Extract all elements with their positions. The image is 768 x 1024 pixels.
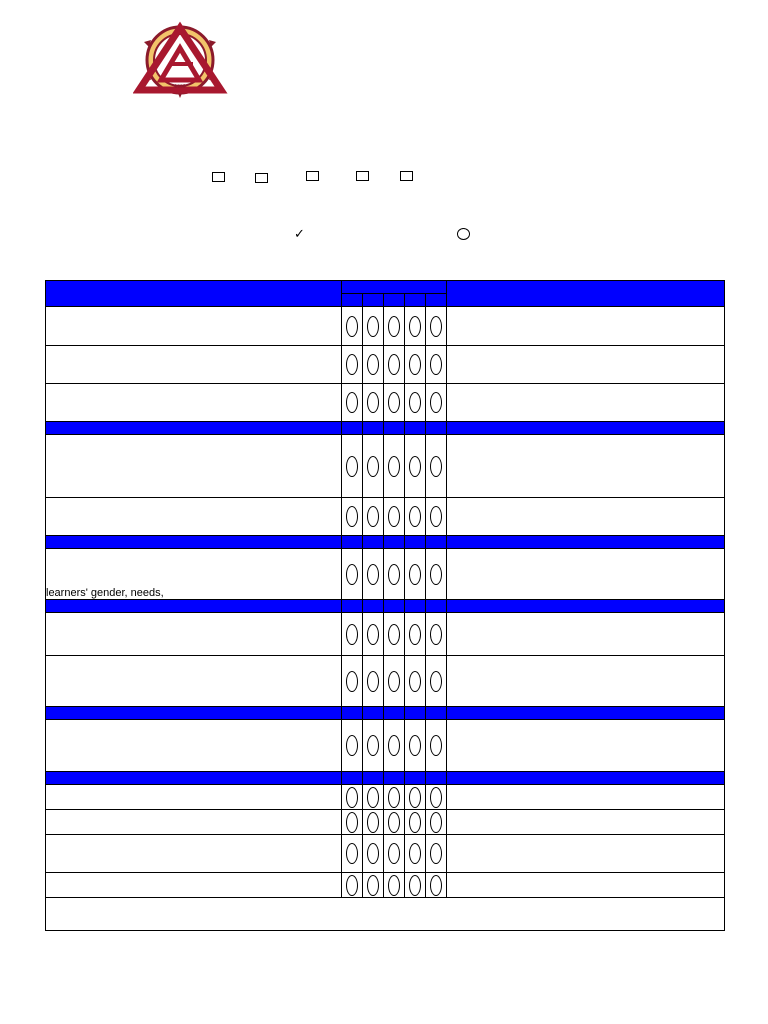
rating-oval-3[interactable] bbox=[388, 843, 400, 864]
rating-header-cell bbox=[342, 281, 447, 294]
checkbox-5[interactable] bbox=[400, 171, 413, 181]
rating-cell bbox=[363, 384, 384, 422]
rating-cell bbox=[384, 346, 405, 384]
table-header-row bbox=[46, 281, 725, 294]
criterion-row bbox=[46, 613, 725, 656]
rating-cell bbox=[426, 810, 447, 835]
rating-cell bbox=[405, 613, 426, 656]
criterion-text bbox=[46, 346, 342, 384]
section-header-cell bbox=[426, 772, 447, 785]
rating-oval-4[interactable] bbox=[409, 564, 421, 585]
rating-cell bbox=[384, 435, 405, 498]
rating-cell bbox=[405, 384, 426, 422]
rating-cell bbox=[363, 873, 384, 898]
rating-oval-3[interactable] bbox=[388, 316, 400, 337]
rating-oval-4[interactable] bbox=[409, 506, 421, 527]
checkbox-2[interactable] bbox=[255, 173, 268, 183]
rating-cell bbox=[384, 810, 405, 835]
rating-cell bbox=[363, 835, 384, 873]
institution-logo bbox=[133, 20, 228, 98]
section-header-cell bbox=[363, 422, 384, 435]
rating-cell bbox=[384, 613, 405, 656]
rating-cell bbox=[363, 435, 384, 498]
rating-cell bbox=[384, 498, 405, 536]
section-header-cell bbox=[46, 707, 342, 720]
rating-oval-3[interactable] bbox=[388, 506, 400, 527]
section-header-row bbox=[46, 707, 725, 720]
comments-cell[interactable] bbox=[46, 898, 725, 931]
rating-oval-2[interactable] bbox=[367, 506, 379, 527]
criterion-row bbox=[46, 307, 725, 346]
rating-cell bbox=[405, 435, 426, 498]
rating-oval-2[interactable] bbox=[367, 456, 379, 477]
section-header-row bbox=[46, 600, 725, 613]
rating-cell bbox=[405, 346, 426, 384]
rating-cell bbox=[384, 656, 405, 707]
rating-oval-2[interactable] bbox=[367, 624, 379, 645]
remarks-cell[interactable] bbox=[447, 810, 725, 835]
section-header-cell bbox=[342, 536, 363, 549]
criterion-text bbox=[46, 307, 342, 346]
rating-oval-5[interactable] bbox=[430, 812, 442, 833]
remarks-cell[interactable] bbox=[447, 785, 725, 810]
criterion-text bbox=[46, 810, 342, 835]
section-header-cell bbox=[384, 422, 405, 435]
rating-cell bbox=[342, 613, 363, 656]
section-header-cell bbox=[447, 772, 725, 785]
rating-oval-1[interactable] bbox=[346, 812, 358, 833]
rating-oval-2[interactable] bbox=[367, 564, 379, 585]
rating-cell bbox=[405, 307, 426, 346]
rating-oval-4[interactable] bbox=[409, 456, 421, 477]
rating-oval-5[interactable] bbox=[430, 392, 442, 413]
section-header-cell bbox=[363, 707, 384, 720]
rating-cell bbox=[384, 549, 405, 600]
rating-oval-4[interactable] bbox=[409, 787, 421, 808]
rating-cell bbox=[342, 785, 363, 810]
rating-oval-1[interactable] bbox=[346, 671, 358, 692]
rating-oval-1[interactable] bbox=[346, 735, 358, 756]
rating-cell bbox=[363, 785, 384, 810]
rating-cell bbox=[342, 307, 363, 346]
rating-oval-5[interactable] bbox=[430, 843, 442, 864]
remarks-cell[interactable] bbox=[447, 835, 725, 873]
rating-oval-3[interactable] bbox=[388, 624, 400, 645]
rating-cell bbox=[426, 307, 447, 346]
comments-row bbox=[46, 898, 725, 931]
section-header-row bbox=[46, 536, 725, 549]
rating-cell bbox=[384, 873, 405, 898]
criterion-row bbox=[46, 346, 725, 384]
criterion-text bbox=[46, 498, 342, 536]
section-header-cell bbox=[342, 422, 363, 435]
rating-oval-3[interactable] bbox=[388, 564, 400, 585]
section-header-cell bbox=[363, 536, 384, 549]
section-header-cell bbox=[363, 772, 384, 785]
rating-oval-3[interactable] bbox=[388, 787, 400, 808]
section-header-cell bbox=[384, 600, 405, 613]
remarks-cell[interactable] bbox=[447, 656, 725, 707]
section-header-cell bbox=[447, 536, 725, 549]
criterion-row bbox=[46, 435, 725, 498]
rating-oval-4[interactable] bbox=[409, 875, 421, 896]
rating-oval-2[interactable] bbox=[367, 812, 379, 833]
rating-col-2-header bbox=[363, 294, 384, 307]
rating-col-5-header bbox=[426, 294, 447, 307]
rating-cell bbox=[363, 346, 384, 384]
rating-col-3-header bbox=[384, 294, 405, 307]
remarks-cell[interactable] bbox=[447, 873, 725, 898]
rating-cell bbox=[426, 613, 447, 656]
rating-oval-2[interactable] bbox=[367, 316, 379, 337]
section-header-cell bbox=[46, 600, 342, 613]
rating-oval-5[interactable] bbox=[430, 624, 442, 645]
rating-cell bbox=[426, 498, 447, 536]
rating-cell bbox=[405, 810, 426, 835]
criterion-row bbox=[46, 785, 725, 810]
remarks-cell[interactable] bbox=[447, 549, 725, 600]
rating-cell bbox=[426, 346, 447, 384]
criterion-text bbox=[46, 720, 342, 772]
section-header-row bbox=[46, 422, 725, 435]
rating-oval-1[interactable] bbox=[346, 456, 358, 477]
section-header-cell bbox=[405, 422, 426, 435]
rating-oval-1[interactable] bbox=[346, 316, 358, 337]
section-header-cell bbox=[405, 772, 426, 785]
rating-oval-5[interactable] bbox=[430, 354, 442, 375]
section-header-cell bbox=[405, 600, 426, 613]
rating-cell bbox=[384, 835, 405, 873]
rating-cell bbox=[426, 656, 447, 707]
check-mark-icon: ✓ bbox=[294, 226, 305, 241]
rating-cell bbox=[384, 785, 405, 810]
rating-oval-1[interactable] bbox=[346, 564, 358, 585]
rating-cell bbox=[384, 307, 405, 346]
rating-cell bbox=[363, 549, 384, 600]
criterion-row bbox=[46, 720, 725, 772]
rating-cell bbox=[342, 346, 363, 384]
rating-cell bbox=[405, 549, 426, 600]
rating-oval-1[interactable] bbox=[346, 843, 358, 864]
section-header-cell bbox=[363, 600, 384, 613]
rating-cell bbox=[342, 656, 363, 707]
rating-oval-5[interactable] bbox=[430, 506, 442, 527]
rating-oval-2[interactable] bbox=[367, 735, 379, 756]
rating-cell bbox=[363, 656, 384, 707]
section-header-cell bbox=[46, 772, 342, 785]
rating-cell bbox=[426, 785, 447, 810]
criterion-row bbox=[46, 549, 725, 600]
section-header-cell bbox=[342, 707, 363, 720]
section-header-cell bbox=[384, 772, 405, 785]
rating-oval-3[interactable] bbox=[388, 875, 400, 896]
rating-cell bbox=[363, 307, 384, 346]
criterion-text bbox=[46, 613, 342, 656]
section-header-cell bbox=[447, 422, 725, 435]
criterion-text bbox=[46, 785, 342, 810]
rating-cell bbox=[405, 873, 426, 898]
rating-oval-5[interactable] bbox=[430, 564, 442, 585]
rating-cell bbox=[363, 613, 384, 656]
rating-cell bbox=[426, 873, 447, 898]
rating-oval-3[interactable] bbox=[388, 812, 400, 833]
rating-oval-2[interactable] bbox=[367, 671, 379, 692]
checkbox-3[interactable] bbox=[306, 171, 319, 181]
criterion-text bbox=[46, 435, 342, 498]
rating-oval-4[interactable] bbox=[409, 671, 421, 692]
criterion-text bbox=[46, 656, 342, 707]
rating-oval-4[interactable] bbox=[409, 624, 421, 645]
rating-oval-3[interactable] bbox=[388, 392, 400, 413]
section-header-cell bbox=[426, 600, 447, 613]
remarks-cell[interactable] bbox=[447, 307, 725, 346]
rating-col-4-header bbox=[405, 294, 426, 307]
rating-oval-5[interactable] bbox=[430, 316, 442, 337]
section-header-cell bbox=[405, 536, 426, 549]
rating-cell bbox=[363, 720, 384, 772]
evaluation-table bbox=[45, 280, 725, 931]
rating-oval-3[interactable] bbox=[388, 671, 400, 692]
section-header-cell bbox=[342, 600, 363, 613]
rating-cell bbox=[342, 498, 363, 536]
remarks-cell[interactable] bbox=[447, 498, 725, 536]
rating-oval-4[interactable] bbox=[409, 354, 421, 375]
rating-cell bbox=[426, 835, 447, 873]
criterion-text bbox=[46, 835, 342, 873]
rating-oval-5[interactable] bbox=[430, 671, 442, 692]
rating-col-1-header bbox=[342, 294, 363, 307]
remarks-header-cell bbox=[447, 281, 725, 307]
rating-cell bbox=[363, 810, 384, 835]
criterion-row bbox=[46, 873, 725, 898]
rating-oval-5[interactable] bbox=[430, 875, 442, 896]
rating-oval-5[interactable] bbox=[430, 456, 442, 477]
rating-cell bbox=[405, 656, 426, 707]
rating-cell bbox=[426, 384, 447, 422]
rating-oval-2[interactable] bbox=[367, 354, 379, 375]
rating-cell bbox=[342, 810, 363, 835]
criterion-row bbox=[46, 810, 725, 835]
rating-cell bbox=[405, 498, 426, 536]
rating-cell bbox=[384, 720, 405, 772]
rating-cell bbox=[405, 835, 426, 873]
rating-cell bbox=[363, 498, 384, 536]
section-header-cell bbox=[447, 707, 725, 720]
rating-oval-1[interactable] bbox=[346, 506, 358, 527]
rating-oval-4[interactable] bbox=[409, 812, 421, 833]
rating-oval-2[interactable] bbox=[367, 392, 379, 413]
rating-cell bbox=[384, 384, 405, 422]
rating-oval-2[interactable] bbox=[367, 875, 379, 896]
rating-oval-5[interactable] bbox=[430, 787, 442, 808]
section-header-cell bbox=[46, 536, 342, 549]
rating-cell bbox=[342, 549, 363, 600]
rating-cell bbox=[405, 720, 426, 772]
rating-oval-1[interactable] bbox=[346, 875, 358, 896]
rating-oval-3[interactable] bbox=[388, 735, 400, 756]
logo-year-text: 1906 bbox=[174, 84, 186, 90]
remarks-cell[interactable] bbox=[447, 346, 725, 384]
rating-oval-4[interactable] bbox=[409, 735, 421, 756]
rating-oval-4[interactable] bbox=[409, 843, 421, 864]
remarks-cell[interactable] bbox=[447, 720, 725, 772]
rating-oval-1[interactable] bbox=[346, 354, 358, 375]
rating-oval-3[interactable] bbox=[388, 354, 400, 375]
rating-oval-5[interactable] bbox=[430, 735, 442, 756]
rating-oval-3[interactable] bbox=[388, 456, 400, 477]
criterion-row bbox=[46, 498, 725, 536]
criterion-text bbox=[46, 873, 342, 898]
rating-cell bbox=[342, 435, 363, 498]
checkbox-1[interactable] bbox=[212, 172, 225, 182]
section-header-cell bbox=[384, 536, 405, 549]
section-header-cell bbox=[384, 707, 405, 720]
section-header-cell bbox=[426, 422, 447, 435]
criteria-header-cell bbox=[46, 281, 342, 307]
rating-cell bbox=[426, 435, 447, 498]
rating-oval-1[interactable] bbox=[346, 624, 358, 645]
rating-cell bbox=[426, 549, 447, 600]
criterion-text bbox=[46, 384, 342, 422]
section-header-cell bbox=[426, 707, 447, 720]
criterion-text: learners' gender, needs, bbox=[46, 549, 342, 600]
criterion-row bbox=[46, 835, 725, 873]
rating-cell bbox=[405, 785, 426, 810]
rating-oval-4[interactable] bbox=[409, 316, 421, 337]
section-header-row bbox=[46, 772, 725, 785]
rating-oval-1[interactable] bbox=[346, 787, 358, 808]
checkbox-4[interactable] bbox=[356, 171, 369, 181]
section-header-cell bbox=[405, 707, 426, 720]
section-header-cell bbox=[342, 772, 363, 785]
rating-oval-1[interactable] bbox=[346, 392, 358, 413]
rating-oval-4[interactable] bbox=[409, 392, 421, 413]
criterion-row bbox=[46, 656, 725, 707]
oval-legend-icon bbox=[457, 228, 470, 240]
rating-cell bbox=[426, 720, 447, 772]
section-header-cell bbox=[46, 422, 342, 435]
rating-cell bbox=[342, 384, 363, 422]
rating-oval-2[interactable] bbox=[367, 843, 379, 864]
remarks-cell[interactable] bbox=[447, 613, 725, 656]
rating-cell bbox=[342, 873, 363, 898]
rating-cell bbox=[342, 720, 363, 772]
section-header-cell bbox=[426, 536, 447, 549]
rating-oval-2[interactable] bbox=[367, 787, 379, 808]
remarks-cell[interactable] bbox=[447, 435, 725, 498]
rating-cell bbox=[342, 835, 363, 873]
section-header-cell bbox=[447, 600, 725, 613]
remarks-cell[interactable] bbox=[447, 384, 725, 422]
criterion-row bbox=[46, 384, 725, 422]
